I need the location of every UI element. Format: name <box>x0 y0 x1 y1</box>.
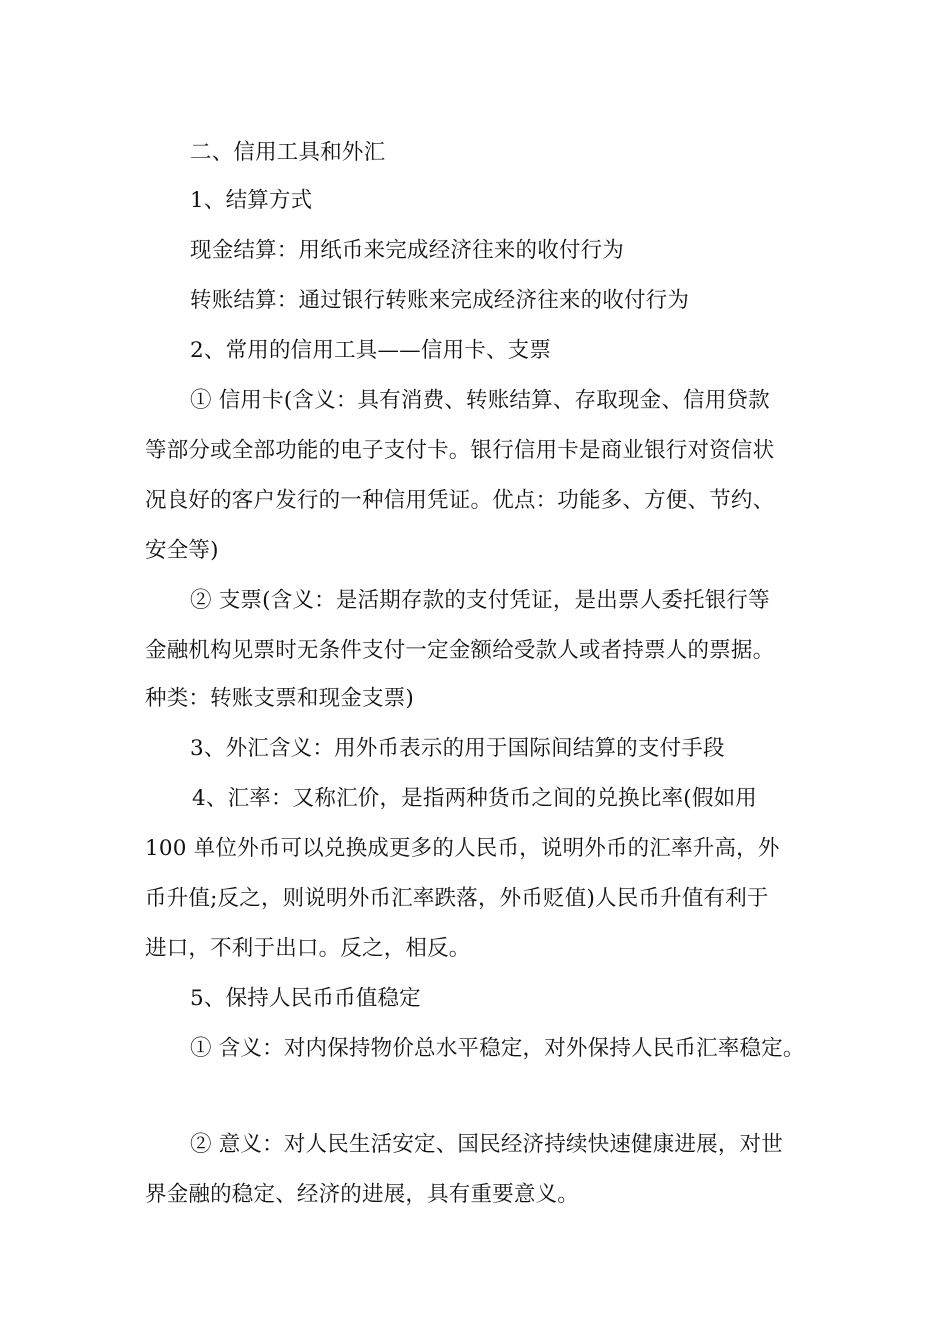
subheading-credit-tools: 2、常用的信用工具——信用卡、支票 <box>190 338 552 363</box>
credit-card-line-4: 安全等) <box>145 538 219 563</box>
credit-card-line-3: 况良好的客户发行的一种信用凭证。优点：功能多、方便、节约、 <box>145 488 775 513</box>
credit-card-line-2: 等部分或全部功能的电子支付卡。银行信用卡是商业银行对资信状 <box>145 438 775 463</box>
exchange-rate-line-4: 进口，不利于出口。反之，相反。 <box>145 936 471 961</box>
cheque-line-1: ② 支票(含义：是活期存款的支付凭证，是出票人委托银行等 <box>190 588 770 613</box>
exchange-rate-line-3: 币升值;反之，则说明外币汇率跌落，外币贬值)人民币升值有利于 <box>145 886 769 911</box>
cash-settlement-line: 现金结算：用纸币来完成经济往来的收付行为 <box>190 238 625 263</box>
subheading-rmb-stability: 5、保持人民币币值稳定 <box>190 986 421 1011</box>
transfer-settlement-line: 转账结算：通过银行转账来完成经济往来的收付行为 <box>190 288 690 313</box>
stability-meaning-line: ① 含义：对内保持物价总水平稳定，对外保持人民币汇率稳定。 <box>190 1036 805 1061</box>
exchange-rate-line-2: 100 单位外币可以兑换成更多的人民币，说明外币的汇率升高，外 <box>145 836 780 861</box>
section-heading: 二、信用工具和外汇 <box>190 140 386 165</box>
foreign-exchange-line: 3、外汇含义：用外币表示的用于国际间结算的支付手段 <box>190 736 725 761</box>
cheque-line-2: 金融机构见票时无条件支付一定金额给受款人或者持票人的票据。 <box>145 638 775 663</box>
stability-significance-line-1: ② 意义：对人民生活安定、国民经济持续快速健康进展，对世 <box>190 1132 783 1157</box>
subheading-settlement-methods: 1、结算方式 <box>190 188 313 213</box>
exchange-rate-line-1: 4、汇率：又称汇价，是指两种货币之间的兑换比率(假如用 <box>192 786 757 811</box>
stability-significance-line-2: 界金融的稳定、经济的进展，具有重要意义。 <box>145 1182 580 1207</box>
credit-card-line-1: ① 信用卡(含义：具有消费、转账结算、存取现金、信用贷款 <box>190 388 770 413</box>
cheque-line-3: 种类：转账支票和现金支票) <box>145 686 414 711</box>
